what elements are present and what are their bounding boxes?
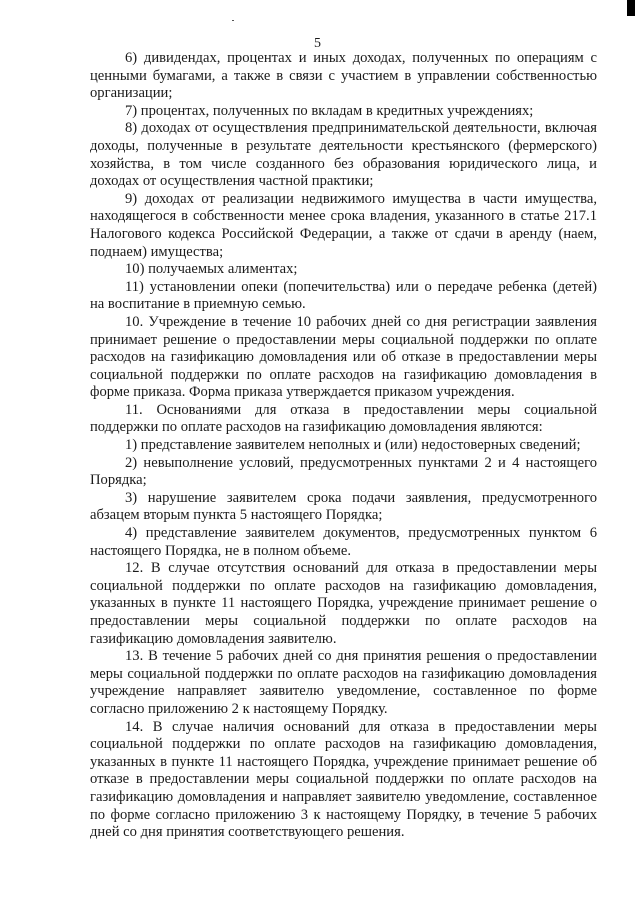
- paragraph: 8) доходах от осуществления предпринимательской деятельности, включая доходы, полученные в результате деятельности крестьянского (фермерского) хозяйства, в том числе созданного без образования юридического лица, и доходах от осуществления частной практики;: [90, 120, 597, 190]
- scan-corner-mark: [627, 0, 635, 16]
- paragraph: 14. В случае наличия оснований для отказа в предоставлении меры социальной поддержки по оплате расходов на газификацию домовладения, указанных в пункте 11 настоящего Порядка, учреждение принимает решение об отказе в предоставлении меры социальной поддержки по оплате расходов на газификацию домовладения и направляет заявителю уведомление, составленное по форме согласно приложению 3 к настоящему Порядку, в течение 5 рабочих дней со дня принятия соответствующего решения.: [90, 718, 597, 841]
- paragraph: 10) получаемых алиментах;: [125, 261, 298, 278]
- paragraph: 11. Основаниями для отказа в предоставлении меры социальной поддержки по оплате расходов на газификацию домовладения являются:: [90, 401, 597, 436]
- paragraph: 7) процентах, полученных по вкладам в кредитных учреждениях;: [125, 102, 534, 119]
- document-body: [90, 50, 597, 842]
- paragraph: 13. В течение 5 рабочих дней со дня принятия решения о предоставлении меры социальной поддержки по оплате расходов на газификацию домовладения учреждение направляет заявителю уведомление, составленное по форме согласно приложению 2 к настоящему Порядку.: [90, 648, 597, 717]
- paragraph: 10. Учреждение в течение 10 рабочих дней со дня регистрации заявления принимает решение о предоставлении меры социальной поддержки по оплате расходов на газификацию домовладения или об отказе в предоставлении меры социальной поддержки по оплате расходов на газификацию домовладения в форме приказа. Форма приказа утверждается приказом учреждения.: [90, 313, 597, 401]
- paragraph: 12. В случае отсутствия оснований для отказа в предоставлении меры социальной поддержки по оплате расходов на газификацию домовладения, указанных в пункте 11 настоящего Порядка, учреждение принимает решение о предоставлении меры социальной поддержки по оплате расходов на газификацию домовладения заявителю.: [90, 560, 597, 647]
- paragraph: 9) доходах от реализации недвижимого имущества в части имущества, находящегося в собственности менее срока владения, указанного в статье 217.1 Налогового кодекса Российской Федерации, а также от сдачи в аренду (наем, поднаем) имущества;: [90, 190, 597, 260]
- paragraph: 3) нарушение заявителем срока подачи заявления, предусмотренного абзацем вторым пункта 5 настоящего Порядка;: [90, 489, 597, 524]
- page-number: 5: [314, 36, 321, 51]
- paragraph: 1) представление заявителем неполных и (или) недостоверных сведений;: [125, 437, 581, 454]
- paragraph: 4) представление заявителем документов, предусмотренных пунктом 6 настоящего Порядка, не в полном объеме.: [90, 525, 597, 559]
- scan-speck: [232, 20, 234, 21]
- paragraph: 6) дивидендах, процентах и иных доходах, полученных по операциям с ценными бумагами, а также в связи с участием в управлении собственностью организации;: [90, 50, 597, 102]
- paragraph: 11) установлении опеки (попечительства) или о передаче ребенка (детей) на воспитание в приемную семью.: [90, 278, 597, 313]
- paragraph: 2) невыполнение условий, предусмотренных пунктами 2 и 4 настоящего Порядка;: [90, 454, 597, 489]
